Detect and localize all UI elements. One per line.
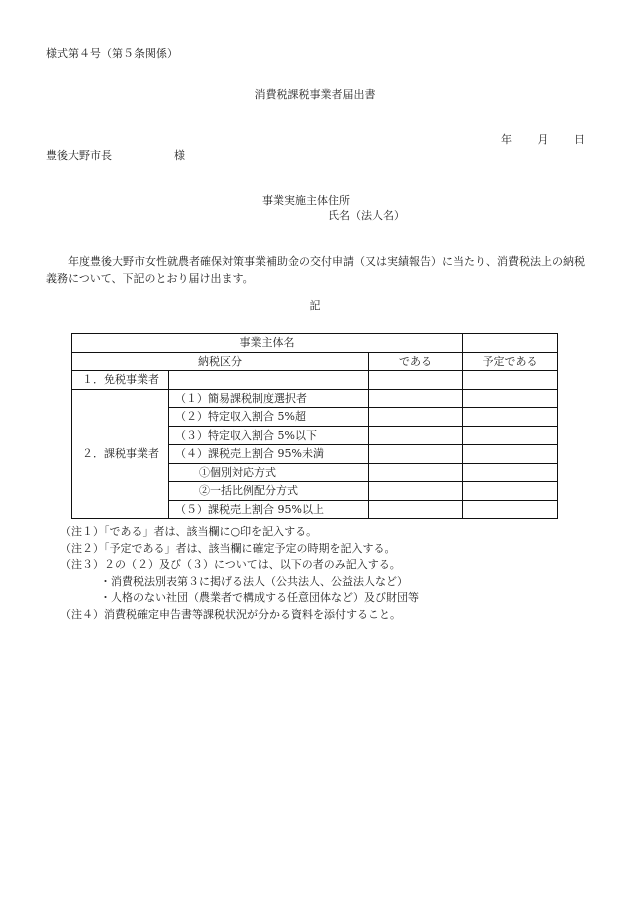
date-year: 年: [501, 133, 512, 146]
blank-cell: [169, 371, 369, 390]
table-row-exempt: [72, 371, 558, 390]
note-line: （注１）「である」者は、該当欄に○印を記入する。: [60, 525, 318, 538]
notes: [60, 524, 419, 623]
cell-planned[interactable]: [463, 408, 558, 427]
body-paragraph: 年度豊後大野市女性就農者確保対策事業補助金の交付申請（又は実績報告）に当たり、消費税法上の納税義務について、下記のとおり届け出ます。: [46, 255, 585, 285]
date-month: 月: [537, 133, 549, 146]
note-line: ・消費税法別表第３に掲げる法人（公共法人、公益法人など）: [100, 574, 408, 588]
ki-heading: 記: [309, 299, 321, 312]
item-label: （１）簡易課税制度選択者: [169, 389, 369, 408]
entity-label: 事業主体名: [72, 334, 463, 353]
item-label: （５）課税売上割合 95%以上: [169, 500, 369, 519]
cell-yes[interactable]: [369, 408, 463, 427]
document-title: 消費税課税事業者届出書: [254, 88, 376, 101]
table-header-row: [72, 352, 558, 371]
column-yes-header: である: [369, 352, 463, 371]
table-row-entity: [72, 334, 558, 353]
honorific: 様: [174, 149, 185, 162]
table-row: [72, 389, 558, 408]
cell-yes[interactable]: [369, 500, 463, 519]
note-line: ・人格のない社団（農業者で構成する任意団体など）及び財団等: [100, 591, 419, 604]
applicant-name-label: 氏名（法人名）: [328, 209, 405, 222]
cell-yes[interactable]: [369, 463, 463, 482]
cell-yes[interactable]: [369, 371, 463, 390]
item-label: （３）特定収入割合 5%以下: [169, 426, 369, 445]
date-line: [501, 133, 585, 146]
exempt-label: １．免税事業者: [72, 371, 169, 390]
cell-yes[interactable]: [369, 445, 463, 464]
item-label: ①個別対応方式: [169, 463, 369, 482]
taxable-label: ２．課税事業者: [72, 389, 169, 519]
cell-yes[interactable]: [369, 482, 463, 501]
cell-planned[interactable]: [463, 463, 558, 482]
date-day: 日: [574, 133, 585, 146]
note-line: （注４）消費税確定申告書等課税状況が分かる資料を添付すること。: [60, 607, 401, 621]
tax-status-table: [71, 333, 558, 519]
form-number: 様式第４号（第５条関係）: [46, 47, 178, 60]
cell-planned[interactable]: [463, 482, 558, 501]
item-label: ②一括比例配分方式: [169, 482, 369, 501]
cell-planned[interactable]: [463, 500, 558, 519]
addressee-name: 豊後大野市長: [46, 149, 112, 162]
cell-planned[interactable]: [463, 426, 558, 445]
item-label: （２）特定収入割合 5%超: [169, 408, 369, 427]
cell-planned[interactable]: [463, 371, 558, 390]
note-line: （注３）２の（２）及び（３）については、以下の者のみ記入する。: [60, 558, 401, 571]
cell-yes[interactable]: [369, 389, 463, 408]
cell-planned[interactable]: [463, 389, 558, 408]
applicant-address-label: 事業実施主体住所: [262, 194, 350, 207]
note-line: （注２）「予定である」者は、該当欄に確定予定の時期を記入する。: [60, 541, 396, 555]
cell-planned[interactable]: [463, 445, 558, 464]
item-label: （４）課税売上割合 95%未満: [169, 445, 369, 464]
entity-value-cell[interactable]: [463, 334, 558, 353]
tax-category-header: 納税区分: [72, 352, 369, 371]
column-planned-header: 予定である: [463, 352, 558, 371]
addressee: [46, 149, 185, 162]
cell-yes[interactable]: [369, 426, 463, 445]
